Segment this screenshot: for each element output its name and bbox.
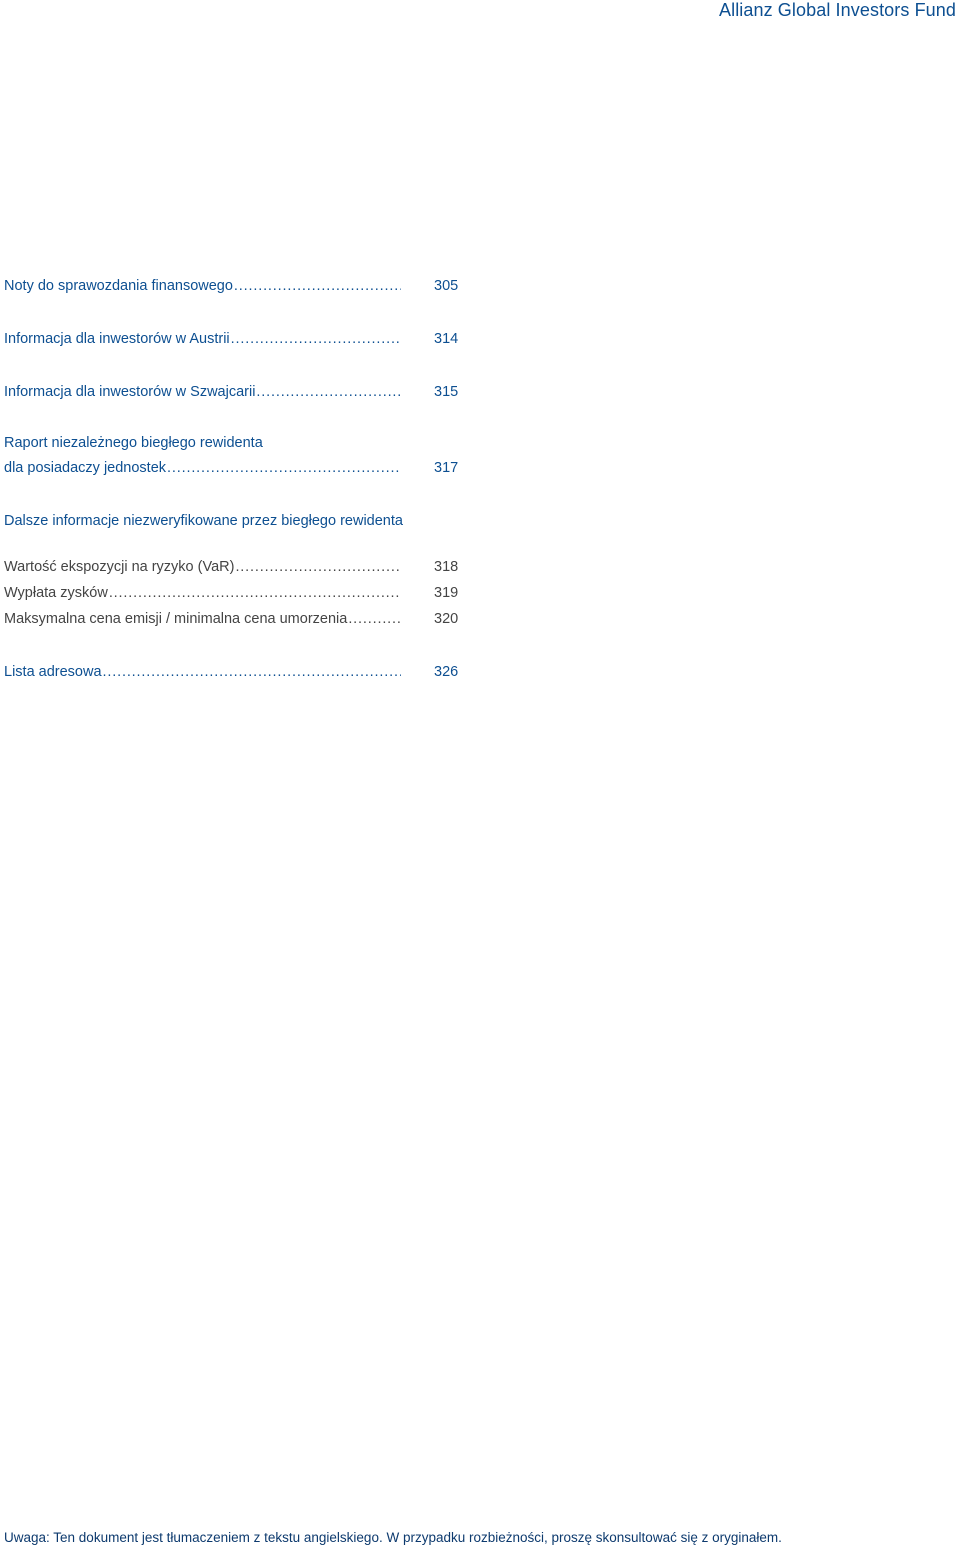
toc-entry-label: Informacja dla inwestorów w Szwajcarii [4, 384, 256, 400]
table-of-contents [4, 270, 464, 682]
toc-entry-page: 315 [434, 384, 459, 400]
toc-entry-page: 318 [434, 559, 459, 575]
dot-leader [235, 557, 401, 577]
toc-entry-label: Lista adresowa [4, 664, 102, 680]
toc-subentry-price-limits[interactable] [4, 609, 464, 629]
toc-entry-page: 314 [434, 331, 459, 347]
section-heading: Dalsze informacje niezweryfikowane przez biegłego rewidenta [4, 513, 403, 529]
dot-leader [234, 276, 401, 296]
toc-entry-notes[interactable] [4, 276, 464, 296]
dot-leader [348, 609, 401, 629]
toc-entry-audit-report[interactable] [4, 458, 464, 478]
toc-entry-label: dla posiadaczy jednostek [4, 460, 167, 476]
dot-leader [109, 583, 401, 603]
toc-entry-switzerland[interactable] [4, 382, 464, 402]
toc-entry-address-list[interactable] [4, 662, 464, 682]
translation-disclaimer: Uwaga: Ten dokument jest tłumaczeniem z tekstu angielskiego. W przypadku rozbieżności, proszę skonsultować się z oryginałem. [4, 1530, 782, 1545]
toc-entry-label: Informacja dla inwestorów w Austrii [4, 331, 230, 347]
toc-entry-label: Noty do sprawozdania finansowego [4, 278, 233, 294]
toc-entry-page: 319 [434, 585, 459, 601]
dot-leader [167, 458, 401, 478]
toc-entry-page: 317 [434, 460, 459, 476]
dot-leader [256, 382, 401, 402]
toc-entry-page: 320 [434, 611, 459, 627]
toc-entry-page: 326 [434, 664, 459, 680]
toc-subentry-var[interactable] [4, 557, 464, 577]
toc-entry-page: 305 [434, 278, 459, 294]
toc-entry-audit-report-line1: Raport niezależnego biegłego rewidenta [4, 435, 263, 451]
toc-entry-label: Wypłata zysków [4, 585, 108, 601]
brand-title: Allianz Global Investors Fund [718, 0, 956, 20]
toc-entry-label: Wartość ekspozycji na ryzyko (VaR) [4, 559, 235, 575]
toc-entry-label: Maksymalna cena emisji / minimalna cena umorzenia [4, 611, 348, 627]
dot-leader [103, 662, 401, 682]
toc-entry-austria[interactable] [4, 329, 464, 349]
toc-subentry-distribution[interactable] [4, 583, 464, 603]
dot-leader [231, 329, 401, 349]
